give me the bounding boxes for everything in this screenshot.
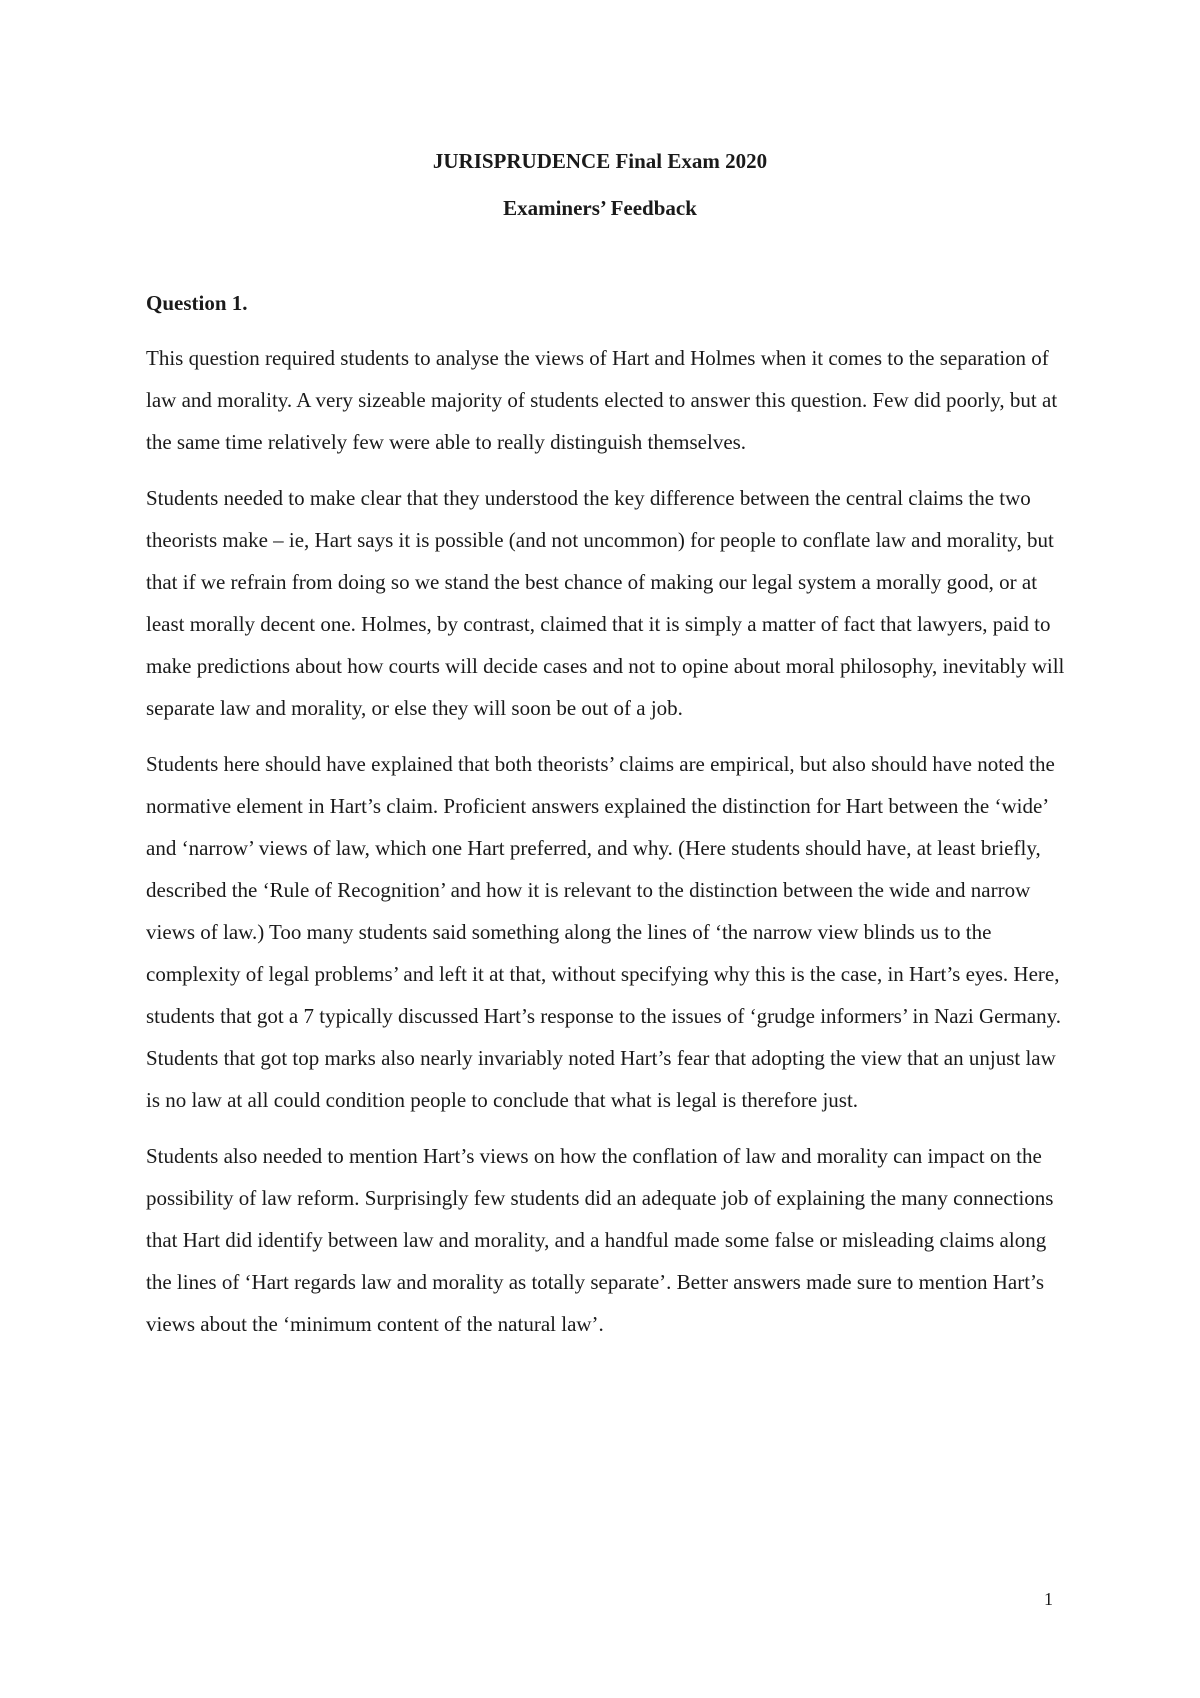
paragraph-4: Students also needed to mention Hart’s views on how the conflation of law and morality can impact on the possibility of law reform. Surprisingly few students did an adequate job of explaining the many connections that Hart did identify between law and morality, and a handful made some false or misleading claims along the lines of ‘Hart regards law and morality as totally separate’. Better answers made sure to mention Hart’s views about the ‘minimum content of the natural law’.	[146, 1144, 1054, 1336]
document-subtitle: Examiners’ Feedback	[503, 196, 697, 220]
paragraph-3: Students here should have explained that both theorists’ claims are empirical, but also should have noted the normative element in Hart’s claim. Proficient answers explained the distinction for Hart between the ‘wide’ and ‘narrow’ views of law, which one Hart preferred, and why. (Here students should have, at least briefly, described the ‘Rule of Recognition’ and how it is relevant to the distinction between the wide and narrow views of law.) Too many students said something along the lines of ‘the narrow view blinds us to the complexity of legal problems’ and left it at that, without specifying why this is the case, in Hart’s eyes. Here, students that got a 7 typically discussed Hart’s response to the issues of ‘grudge informers’ in Nazi Germany. Students that got top marks also nearly invariably noted Hart’s fear that adopting the view that an unjust law is no law at all could condition people to conclude that what is legal is therefore just.	[146, 752, 1062, 1112]
document-title: JURISPRUDENCE Final Exam 2020	[432, 149, 768, 173]
paragraph-2: Students needed to make clear that they understood the key difference between the central claims the two theorists make – ie, Hart says it is possible (and not uncommon) for people to conflate law and morality, but that if we refrain from doing so we stand the best chance of making our legal system a morally good, or at least morally decent one. Holmes, by contrast, claimed that it is simply a matter of fact that lawyers, paid to make predictions about how courts will decide cases and not to opine about moral philosophy, inevitably will separate law and morality, or else they will soon be out of a job.	[146, 486, 1065, 720]
paragraph-1: This question required students to analyse the views of Hart and Holmes when it comes to the separation of law and morality. A very sizeable majority of students elected to answer this question. Few did poorly, but at the same time relatively few were able to really distinguish themselves.	[146, 346, 1058, 454]
question-heading: Question 1.	[146, 291, 248, 315]
page-number: 1	[1044, 1589, 1053, 1609]
body-text	[146, 337, 1068, 1359]
